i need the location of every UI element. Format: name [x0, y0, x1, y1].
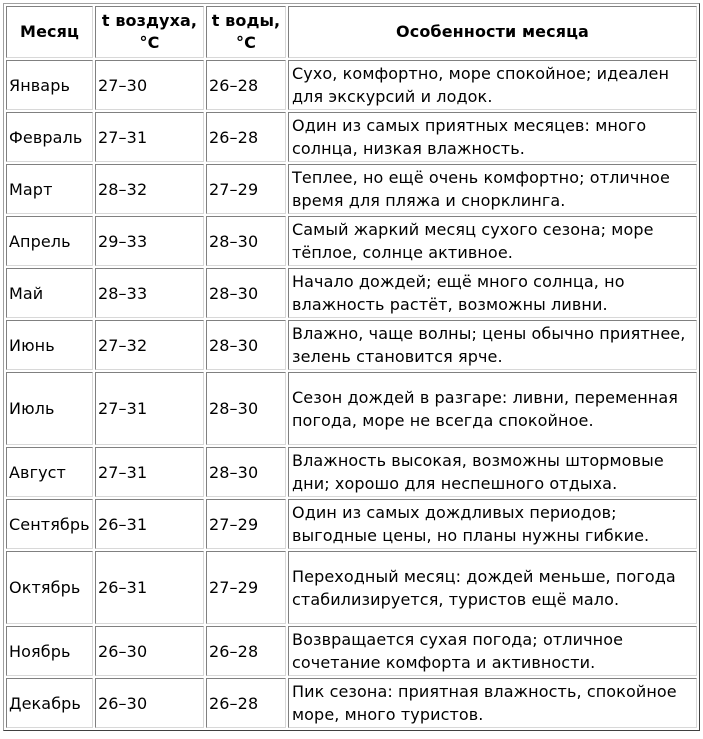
cell-air-temp: 27–31	[95, 372, 204, 445]
cell-features: Один из самых дождливых периодов; выгодные цены, но планы нужны гибкие.	[288, 499, 697, 549]
table-row	[6, 320, 697, 370]
header-water-temp: t воды, °C	[206, 6, 286, 58]
cell-features: Влажно, чаще волны; цены обычно приятнее, зелень становится ярче.	[288, 320, 697, 370]
cell-air-temp: 26–31	[95, 499, 204, 549]
cell-month: Декабрь	[6, 678, 93, 728]
cell-air-temp: 28–32	[95, 164, 204, 214]
cell-features: Сухо, комфортно, море спокойное; идеален для экскурсий и лодок.	[288, 60, 697, 110]
cell-features: Влажность высокая, возможны штормовые дни; хорошо для неспешного отдыха.	[288, 447, 697, 497]
cell-month: Апрель	[6, 216, 93, 266]
header-air-temp: t воздуха, °C	[95, 6, 204, 58]
table-row	[6, 268, 697, 318]
cell-features: Начало дождей; ещё много солнца, но влажность растёт, возможны ливни.	[288, 268, 697, 318]
cell-month: Январь	[6, 60, 93, 110]
cell-features: Пик сезона: приятная влажность, спокойное море, много туристов.	[288, 678, 697, 728]
cell-air-temp: 27–30	[95, 60, 204, 110]
table-row	[6, 551, 697, 624]
cell-water-temp: 28–30	[206, 268, 286, 318]
cell-air-temp: 26–30	[95, 678, 204, 728]
cell-month: Сентябрь	[6, 499, 93, 549]
cell-water-temp: 28–30	[206, 372, 286, 445]
climate-table-container	[3, 3, 700, 731]
cell-air-temp: 29–33	[95, 216, 204, 266]
cell-air-temp: 28–33	[95, 268, 204, 318]
table-row	[6, 164, 697, 214]
cell-month: Октябрь	[6, 551, 93, 624]
table-row	[6, 447, 697, 497]
table-row	[6, 499, 697, 549]
table-row	[6, 112, 697, 162]
cell-water-temp: 27–29	[206, 499, 286, 549]
cell-water-temp: 26–28	[206, 626, 286, 676]
cell-water-temp: 27–29	[206, 164, 286, 214]
table-row	[6, 60, 697, 110]
cell-air-temp: 27–31	[95, 447, 204, 497]
cell-month: Август	[6, 447, 93, 497]
cell-air-temp: 27–31	[95, 112, 204, 162]
cell-month: Июнь	[6, 320, 93, 370]
cell-features: Сезон дождей в разгаре: ливни, переменная погода, море не всегда спокойное.	[288, 372, 697, 445]
cell-water-temp: 26–28	[206, 112, 286, 162]
cell-water-temp: 26–28	[206, 60, 286, 110]
cell-features: Переходный месяц: дождей меньше, погода стабилизируется, туристов ещё мало.	[288, 551, 697, 624]
header-features: Особенности месяца	[288, 6, 697, 58]
header-month: Месяц	[6, 6, 93, 58]
cell-air-temp: 26–30	[95, 626, 204, 676]
cell-features: Теплее, но ещё очень комфортно; отличное время для пляжа и снорклинга.	[288, 164, 697, 214]
table-row	[6, 216, 697, 266]
table-row	[6, 626, 697, 676]
cell-air-temp: 27–32	[95, 320, 204, 370]
cell-month: Ноябрь	[6, 626, 93, 676]
cell-features: Самый жаркий месяц сухого сезона; море тёплое, солнце активное.	[288, 216, 697, 266]
cell-water-temp: 26–28	[206, 678, 286, 728]
cell-features: Возвращается сухая погода; отличное сочетание комфорта и активности.	[288, 626, 697, 676]
cell-water-temp: 28–30	[206, 320, 286, 370]
cell-month: Июль	[6, 372, 93, 445]
cell-air-temp: 26–31	[95, 551, 204, 624]
table-header-row	[6, 6, 697, 58]
cell-month: Февраль	[6, 112, 93, 162]
table-row	[6, 678, 697, 728]
table-row	[6, 372, 697, 445]
cell-features: Один из самых приятных месяцев: много солнца, низкая влажность.	[288, 112, 697, 162]
climate-table	[3, 3, 700, 731]
cell-water-temp: 27–29	[206, 551, 286, 624]
cell-month: Март	[6, 164, 93, 214]
cell-water-temp: 28–30	[206, 447, 286, 497]
cell-water-temp: 28–30	[206, 216, 286, 266]
cell-month: Май	[6, 268, 93, 318]
